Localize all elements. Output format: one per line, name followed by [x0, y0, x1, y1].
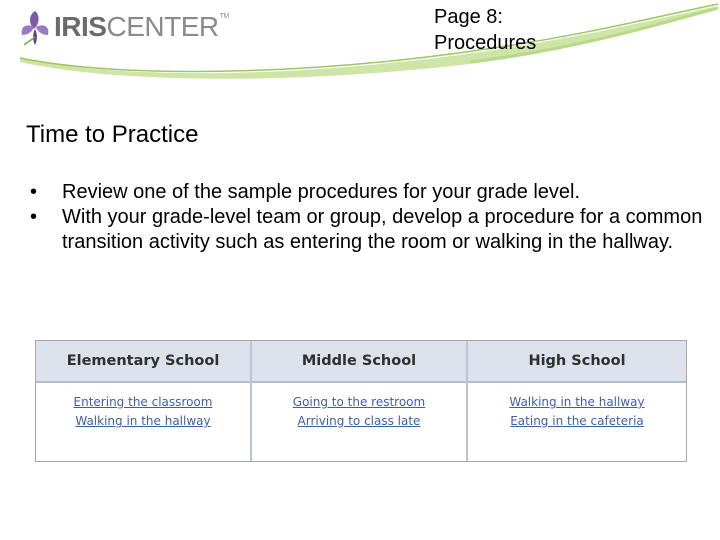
middle-school-column: [252, 341, 468, 461]
column-header: High School: [468, 341, 686, 383]
link-entering-classroom[interactable]: Entering the classroom: [73, 395, 213, 409]
bullet-marker: •: [30, 206, 38, 228]
link-walking-hallway-high[interactable]: Walking in the hallway: [509, 395, 645, 409]
page-title-line-2: Procedures: [434, 32, 537, 54]
high-school-column: [468, 341, 686, 461]
sample-procedures-table: [35, 340, 687, 462]
trademark-mark: TM: [219, 13, 229, 20]
iris-flower-icon: [18, 7, 52, 47]
link-eating-cafeteria[interactable]: Eating in the cafeteria: [510, 414, 644, 428]
column-header: Elementary School: [36, 341, 250, 383]
bullet-marker: •: [30, 181, 38, 203]
logo-wordmark: IRISCENTER™: [54, 11, 229, 42]
iris-center-logo: [18, 6, 229, 48]
page-title: [434, 4, 536, 56]
link-going-to-restroom[interactable]: Going to the restroom: [292, 395, 426, 409]
elementary-school-column: [36, 341, 252, 461]
section-title: Time to Practice: [26, 121, 199, 148]
list-item-text: With your grade-level team or group, develop a procedure for a common transition activity such as entering the room or walking in the hallway.: [62, 206, 703, 253]
link-walking-hallway-elementary[interactable]: Walking in the hallway: [75, 414, 211, 428]
instruction-list: [26, 180, 706, 255]
link-arriving-late[interactable]: Arriving to class late: [297, 414, 421, 428]
list-item: [26, 205, 706, 255]
page-title-line-1: Page 8:: [434, 6, 503, 28]
column-header: Middle School: [252, 341, 466, 383]
list-item: [26, 180, 706, 205]
list-item-text: Review one of the sample procedures for your grade level.: [62, 181, 581, 203]
